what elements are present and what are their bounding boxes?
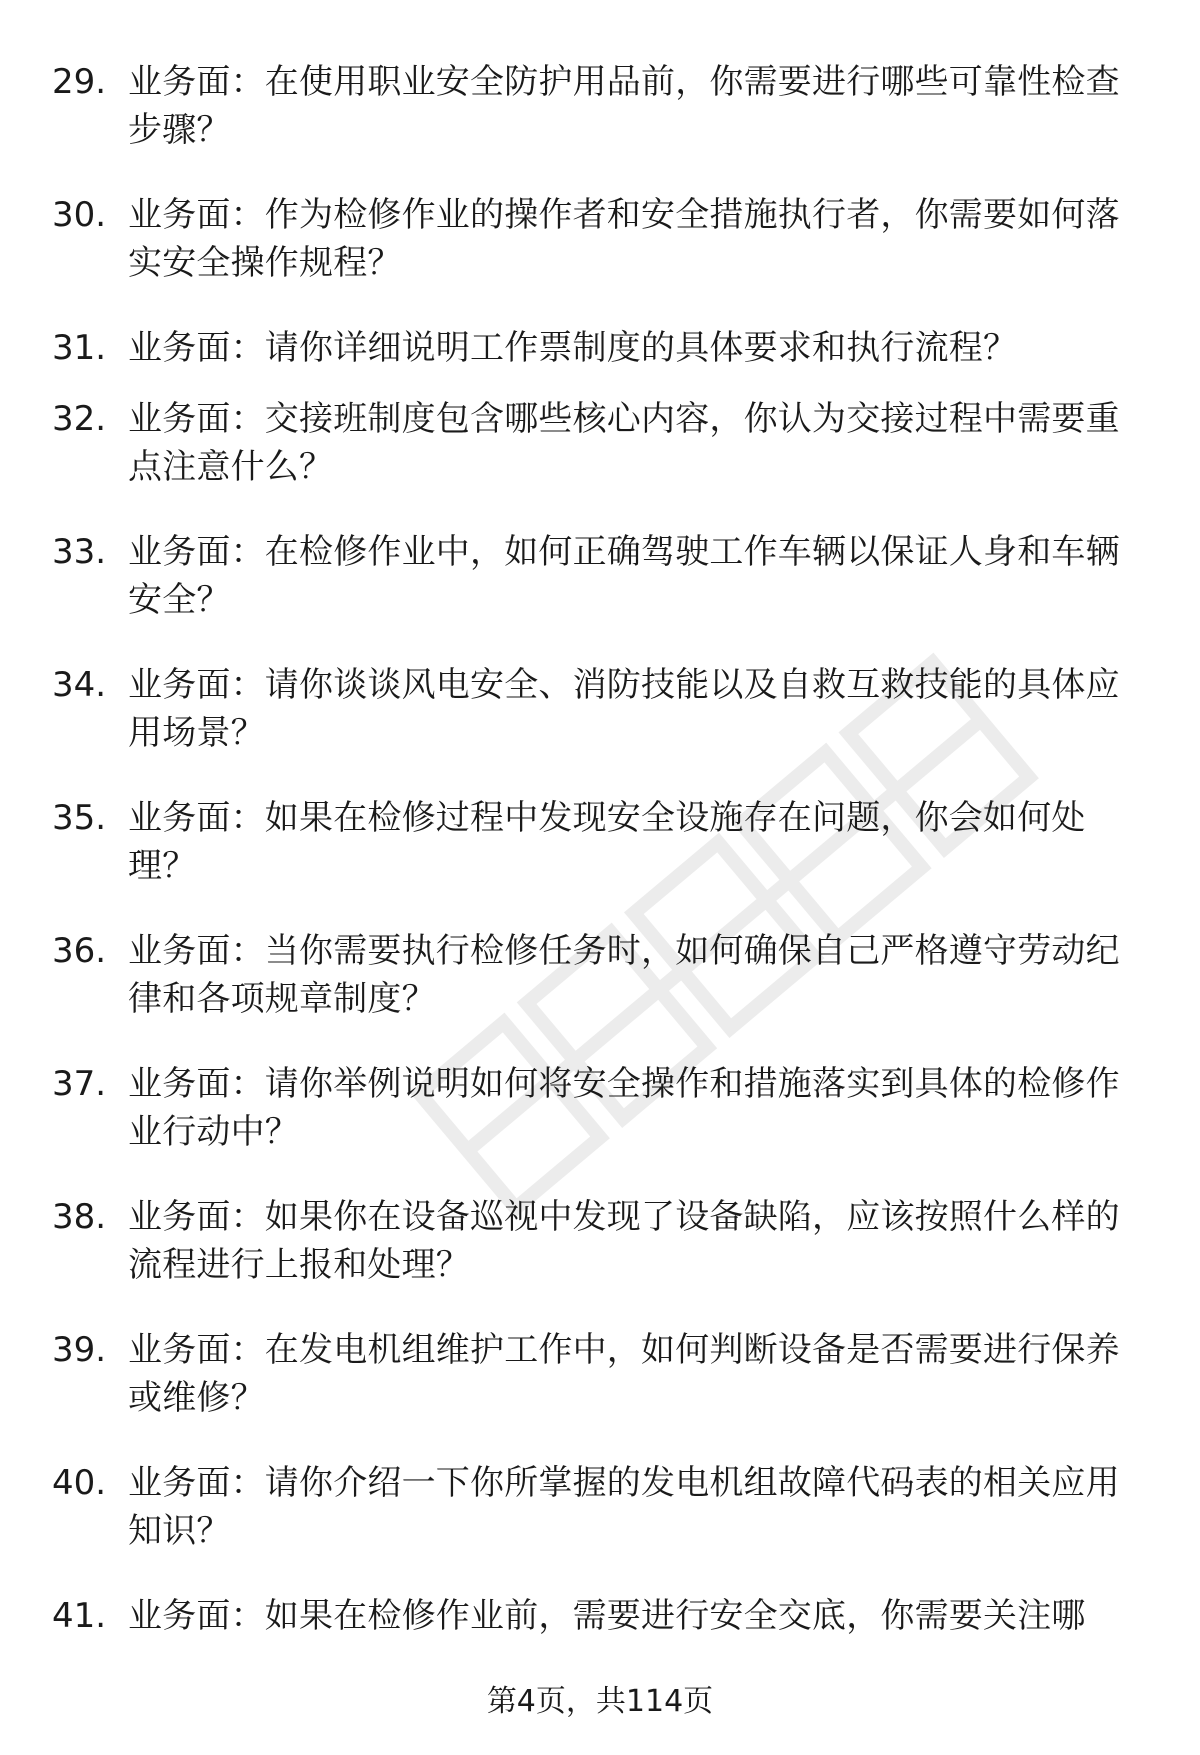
question-list xyxy=(0,58,1200,1663)
question-text: 业务面：在发电机组维护工作中，如何判断设备是否需要进行保养或维修？ xyxy=(128,1330,1120,1418)
question-text: 业务面：如果在检修作业前，需要进行安全交底，你需要关注哪 xyxy=(128,1596,1086,1636)
question-text: 业务面：在检修作业中，如何正确驾驶工作车辆以保证人身和车辆安全？ xyxy=(128,532,1120,620)
question-number: 35. xyxy=(52,798,107,838)
question-item xyxy=(0,1326,1200,1459)
question-text: 业务面：请你谈谈风电安全、消防技能以及自救互救技能的具体应用场景？ xyxy=(128,665,1120,753)
page-footer: 第4页，共114页 xyxy=(486,1684,714,1719)
question-number: 38. xyxy=(52,1197,107,1237)
question-item xyxy=(0,661,1200,794)
question-text: 业务面：如果你在设备巡视中发现了设备缺陷，应该按照什么样的流程进行上报和处理？ xyxy=(128,1197,1120,1285)
question-number: 33. xyxy=(52,532,107,572)
question-item xyxy=(0,1592,1200,1663)
question-text: 业务面：作为检修作业的操作者和安全措施执行者，你需要如何落实安全操作规程？ xyxy=(128,195,1120,283)
question-number: 36. xyxy=(52,931,107,971)
question-number: 41. xyxy=(52,1596,107,1636)
question-text: 业务面：请你介绍一下你所掌握的发电机组故障代码表的相关应用知识？ xyxy=(128,1463,1120,1551)
question-text: 业务面：请你详细说明工作票制度的具体要求和执行流程？ xyxy=(128,328,1018,368)
question-item xyxy=(0,927,1200,1060)
question-number: 39. xyxy=(52,1330,107,1370)
question-number: 40. xyxy=(52,1463,107,1503)
question-text: 业务面：请你举例说明如何将安全操作和措施落实到具体的检修作业行动中？ xyxy=(128,1064,1120,1152)
question-text: 业务面：交接班制度包含哪些核心内容，你认为交接过程中需要重点注意什么？ xyxy=(128,399,1120,487)
question-number: 29. xyxy=(52,62,107,102)
question-item xyxy=(0,794,1200,927)
question-item xyxy=(0,191,1200,324)
question-number: 37. xyxy=(52,1064,107,1104)
question-item xyxy=(0,528,1200,661)
question-number: 30. xyxy=(52,195,107,235)
question-text: 业务面：在使用职业安全防护用品前，你需要进行哪些可靠性检查步骤？ xyxy=(128,62,1120,150)
question-item xyxy=(0,1459,1200,1592)
question-number: 34. xyxy=(52,665,107,705)
question-number: 31. xyxy=(52,328,107,368)
question-item xyxy=(0,58,1200,191)
question-text: 业务面：如果在检修过程中发现安全设施存在问题，你会如何处理？ xyxy=(128,798,1086,886)
question-item xyxy=(0,1060,1200,1193)
question-number: 32. xyxy=(52,399,107,439)
question-item xyxy=(0,395,1200,528)
question-item xyxy=(0,324,1200,395)
question-text: 业务面：当你需要执行检修任务时，如何确保自己严格遵守劳动纪律和各项规章制度？ xyxy=(128,931,1120,1019)
question-item xyxy=(0,1193,1200,1326)
